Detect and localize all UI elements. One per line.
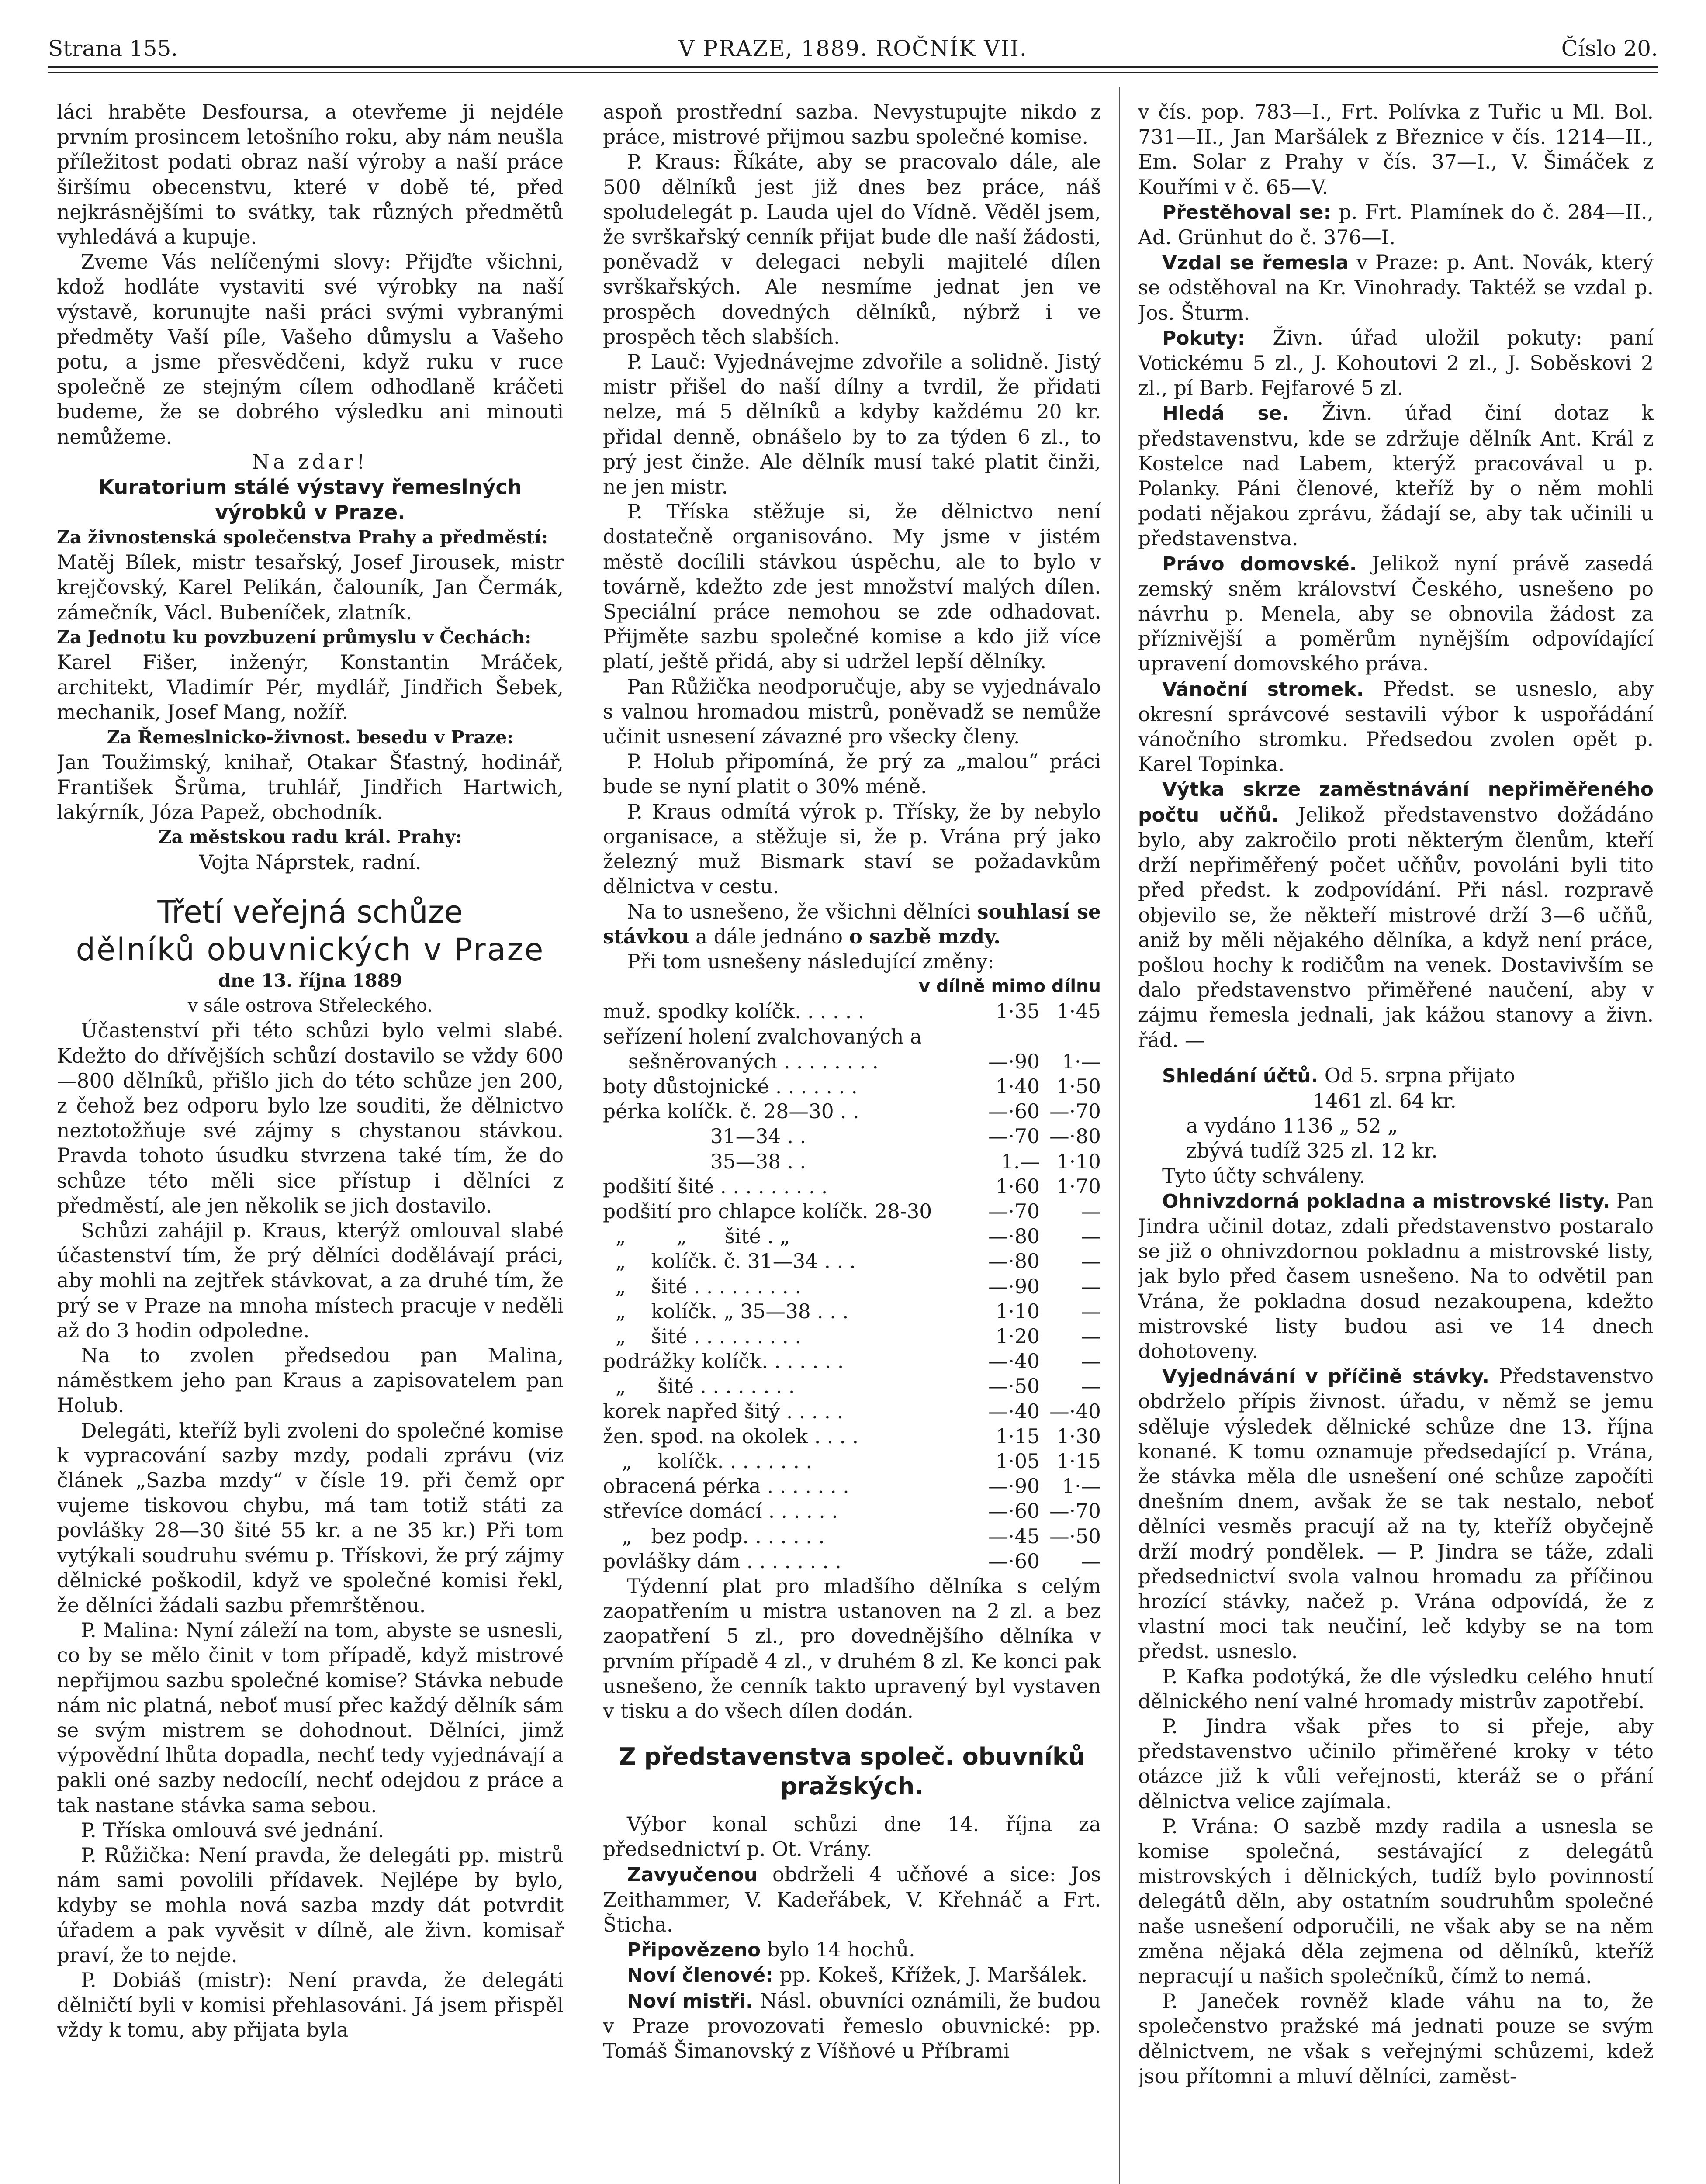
value-outside-shop: — (1081, 1299, 1101, 1323)
value-outside-shop: 1·50 (1056, 1075, 1101, 1098)
signatory-list: Matěj Bílek, mistr tesařský, Josef Jirousek, mistr krejčovský, Karel Pelikán, čalouník, Jan Čermák, zámečník, Václ. Bubeníček, zlatník. (57, 551, 564, 624)
value-outside-shop: —·70 (1049, 1100, 1101, 1123)
paragraph: Účastenství při této schůzi bylo velmi slabé. Kdežto do dřívějších schůzí dostavilo se vždy 600—800 dělníků, přišlo jich do této schůze jen 200, z čehož bez odporu bylo lze souditi, že dělnictvo neztotožňuje své zájmy s chystanou stávkou. Pravda tohoto úsudku stvrzena také tím, že do schůze této měli sice přístup i dělníci z předměstí, ale jen několik se jich dostavilo. (57, 1019, 564, 1217)
paragraph (1138, 777, 1654, 1052)
text: Od 5. srpna přijato (1318, 1064, 1516, 1087)
emphasis: o sazbě mzdy. (849, 924, 1001, 948)
row-label: pérka kolíčk. č. 28—30 . . (603, 1100, 859, 1123)
row-label: střevíce domácí . . . . . . (603, 1500, 838, 1523)
paragraph (1138, 200, 1654, 250)
table-row (603, 1349, 1101, 1374)
paragraph: P. Růžička: Není pravda, že delegáti pp. mistrů nám sami povolili přídavek. Nejlépe by bylo, kdyby se mohla nová sazba mzdy dát potvrdit úřadem a pak vyvěsit v dílně, ale živn. komisař praví, že to nejde. (57, 1844, 564, 1967)
header-rule (48, 66, 1658, 73)
text: Jelikož nyní právě zasedá zemský sněm království Českého, usnešeno po návrhu p. Menela, aby se obnovila žádost za příznivější a poměrům nynějším odpovídající upravení domovského práva. (1138, 552, 1654, 676)
paragraph: P. Janeček rovněž klade váhu na to, že společenstvo pražské má jednati pouze se svým dělnictvem, ne však s veřejnými schůzemi, kdež jsou přítomni a mluví dělníci, zaměst- (1138, 1990, 1654, 2088)
value-outside-shop: — (1081, 1225, 1101, 1248)
value-in-shop: —·80 (988, 1250, 1040, 1273)
paragraph: P. Malina: Nyní záleží na tom, abyste se usnesli, co by se mělo činit v tom případě, když mistrové nepřijmou sazbu společné komise? Stávka nebude nám nic platná, neboť musí přec každý dělník sám se svým mistrem se dohodnout. Dělníci, jimž výpovědní lhůta dopadla, nechť tedy vyjednávají a pakli oné sazby nedocílí, nechť odejdou z práce a tak nastane stávka sama sebou. (57, 1619, 564, 1817)
row-label: „ šité . . . . . . . . . (603, 1324, 801, 1348)
table-row (603, 1449, 1101, 1474)
value-in-shop: —·60 (988, 1549, 1040, 1573)
text: v Praze: p. Ant. Novák, který se odstěhoval na Kr. Vinohrady. Taktéž se vzdal p. Jos. Šturm. (1138, 251, 1654, 325)
paragraph: v čís. pop. 783—I., Frt. Polívka z Tuřic u Ml. Bol. 731—II., Jan Maršálek z Březnice v čís. 1214—II., Em. Solar z Prahy v čís. 37—I., V. Šimáček z Kouřími v č. 65—V. (1138, 100, 1654, 199)
value-outside-shop: —·40 (1049, 1400, 1101, 1423)
table-row (603, 1149, 1101, 1174)
table-header: v dílně mimo dílnu (918, 976, 1101, 997)
value-outside-shop: —·50 (1049, 1524, 1101, 1548)
paragraph: Při tom usnešeny následující změny: (627, 950, 994, 973)
article-venue: v sále ostrova Střeleckého. (187, 995, 433, 1016)
value-outside-shop: 1·30 (1056, 1424, 1101, 1448)
row-label: žen. spod. na okolek . . . . (603, 1424, 859, 1448)
lead-in: Zavyučenou (627, 1863, 758, 1886)
paragraph: P. Kraus odmítá výrok p. Třísky, že by nebylo organisace, a stěžuje si, že p. Vrána prý jako železný muž Bismark staví se požadavkům dělnictva v cestu. (603, 800, 1101, 898)
value-outside-shop: 1·45 (1056, 1000, 1101, 1023)
lead-in: Ohnivzdorná pokladna a mistrovské listy. (1162, 1190, 1610, 1213)
wage-table (603, 999, 1101, 1574)
lead-in: Výtka skrze zaměstnávání nepřiměřeného počtu učňů. (1138, 778, 1654, 826)
row-label: podrážky kolíčk. . . . . . . (603, 1350, 844, 1373)
lead-in: Noví mistři. (627, 1990, 753, 2012)
value-outside-shop: — (1081, 1275, 1101, 1298)
value-outside-shop: 1·10 (1056, 1150, 1101, 1173)
value-in-shop: 1·35 (995, 1000, 1040, 1023)
column-3 (1138, 100, 1654, 2184)
value-outside-shop: — (1081, 1350, 1101, 1373)
table-row (603, 1074, 1101, 1099)
column-divider (1119, 87, 1120, 2184)
row-label: muž. spodky kolíčk. . . . . . (603, 1000, 865, 1023)
paragraph (1138, 677, 1654, 777)
value-in-shop: 1·05 (995, 1449, 1040, 1473)
paragraph: Týdenní plat pro mladšího dělníka s celým zaopatřením u mistra ustanoven na 2 zl. a bez zaopatření 5 zl., pro dovednějšího dělníka v prvním případě 4 zl., v druhém 8 zl. Ke konci pak usnešeno, že cenník takto upravený byl vystaven v tisku a do všech dílen dodán. (603, 1574, 1101, 1723)
text: Pan Jindra učinil dotaz, zdali představenstvo postaralo se již o ohnivzdornou pokladnu a mistrovské listy, jak bylo před časem usnešeno. Na to odvětil pan Vrána, že pokladna dosud nezakoupena, kdežto mistrovské listy budou asi ve 14 dnech dohotoveny. (1138, 1189, 1654, 1363)
row-label: „ šité . . . . . . . . (603, 1375, 795, 1398)
value-in-shop: —·90 (988, 1050, 1040, 1073)
value-in-shop: 1·40 (995, 1075, 1040, 1098)
paragraph (1138, 1063, 1654, 1089)
paragraph (603, 1963, 1101, 1988)
paragraph (1138, 401, 1654, 551)
row-label: podšití pro chlapce kolíčk. 28-30 (603, 1199, 932, 1223)
value-in-shop: —·80 (988, 1225, 1040, 1248)
paragraph (1138, 1189, 1654, 1364)
signatory-list: Karel Fišer, inženýr, Konstantin Mráček, architekt, Vladimír Pér, mydlář, Jindřich Šebek, mechanik, Josef Mang, nožíř. (57, 651, 564, 724)
text: a dále jednáno (689, 925, 849, 948)
value-in-shop: 1.— (1001, 1150, 1040, 1173)
column-2 (603, 100, 1101, 2184)
value-outside-shop: — (1081, 1375, 1101, 1398)
table-row (603, 1399, 1101, 1424)
paragraph: Schůzi zahájil p. Kraus, kterýž omlouval slabé účastenství tím, že prý dělníci dodělávají práci, aby mohli na zejtřek stávkovat, a za druhé tím, že prý se v Praze na mnoha místech pracuje v neděli až do 3 hodin odpoledne. (57, 1219, 564, 1342)
account-line: a vydáno 1136 „ 52 „ (1186, 1114, 1398, 1138)
value-outside-shop: 1·— (1062, 1475, 1101, 1498)
text: p. Frt. Plamínek do č. 284—II., Ad. Grünhut do č. 376—I. (1138, 200, 1654, 249)
table-row (603, 1524, 1101, 1549)
signatory-group-heading: Za Řemeslnicko-živnost. besedu v Praze: (107, 726, 514, 748)
row-label: „ bez podp. . . . . . . (603, 1524, 825, 1548)
row-label: sešněrovaných . . . . . . . . (603, 1050, 879, 1073)
text: Na to usnešeno, že všichni dělníci (627, 900, 978, 923)
value-in-shop: —·70 (988, 1125, 1040, 1148)
lead-in: Hledá se. (1162, 402, 1290, 425)
paragraph: P. Vrána: O sazbě mzdy radila a usnesla se komise společná, sestávající z delegátů mistrovských i dělnických, tudíž bylo povinností delegátů děln, aby ostatním soudruhům společné naše usnešení odporučili, ne však aby se na něm změna nějaká děla zejmena od dělníků, kteříž nepracují u našich společníků, čímž to nemá. (1138, 1814, 1654, 1988)
table-row (603, 999, 1101, 1024)
value-outside-shop (1040, 1024, 1101, 1049)
lead-in: Vyjednávání v příčině stávky. (1162, 1365, 1490, 1388)
lead-in: Připovězeno (627, 1939, 761, 1962)
row-label: „ kolíčk. „ 35—38 . . . (603, 1299, 849, 1323)
row-label: korek napřed šitý . . . . . (603, 1400, 844, 1423)
table-row (603, 1274, 1101, 1299)
signatory-group-heading: Za Jednotu ku povzbuzení průmyslu v Čechách: (57, 626, 532, 648)
paragraph (603, 899, 1101, 949)
table-row (603, 1249, 1101, 1274)
table-row (603, 1099, 1101, 1124)
lead-in: Přestěhoval se: (1162, 201, 1332, 224)
value-in-shop: 1·10 (995, 1299, 1040, 1323)
text: Násl. obuvníci oznámili, že budou v Praze provozovati řemeslo obuvnické: pp. Tomáš Šimanovský z Víšňové u Příbrami (603, 1989, 1101, 2063)
paragraph: Tyto účty schváleny. (1162, 1164, 1366, 1188)
column-1 (57, 100, 564, 2184)
paragraph (1138, 325, 1654, 401)
value-in-shop: —·50 (988, 1375, 1040, 1398)
paragraph: P. Jindra však přes to si přeje, aby představenstvo učinilo přiměřené kroky v této otázce již k vůli veřejnosti, kteráž se o přání dělnictva velice zajímala. (1138, 1715, 1654, 1813)
table-row (603, 1049, 1101, 1074)
table-row (603, 1324, 1101, 1349)
row-label: boty důstojnické . . . . . . . (603, 1075, 858, 1098)
paragraph: P. Lauč: Vyjednávejme zdvořile a solidně. Jistý mistr přišel do naší dílny a tvrdil, že přidati nelze, má 5 dělníků a kdyby každému 20 kr. přidal denně, obnášelo by to za týden 6 zl., to prý jest činže. Ale dělník musí také platit činži, ne jen mistr. (603, 350, 1101, 499)
paragraph: P. Kafka podotýká, že dle výsledku celého hnutí dělnického není valné hromady mistrův zapotřebí. (1138, 1665, 1654, 1713)
row-label: podšití šité . . . . . . . . . (603, 1175, 828, 1198)
row-label: 31—34 . . (603, 1125, 806, 1148)
value-outside-shop: — (1081, 1549, 1101, 1573)
lead-in: Vzdal se řemesla (1162, 252, 1349, 274)
paragraph: Delegáti, kteříž byli zvoleni do společné komise k vypracování sazby mzdy, podali zprávu (viz článek „Sazba mzdy“ v čísle 19. při čemž opr vujeme tiskovou chybu, má tam totiž státi za povlášky 28—30 šité 55 kr. a ne 35 kr.) Při tom vytýkali soudruhu svému p. Třískovi, že prý zájmy dělnické poškodil, když ve společné komisi řekl, že dělníci žádali sazbu přemrštěnou. (57, 1419, 564, 1617)
paragraph: aspoň prostřední sazba. Nevystupujte nikdo z práce, mistrové přijmou sazbu společné komise. (603, 100, 1101, 149)
lead-in: Noví členové: (627, 1964, 773, 1987)
text: Živn. úřad uložil pokuty: paní Votickému 5 zl., J. Kohoutovi 2 zl., J. Soběskovi 2 zl., pí Barb. Fejfarové 5 zl. (1138, 326, 1654, 400)
text: Jelikož představenstvo dožádáno bylo, aby zakročilo proti některým členům, kteří drží nepřiměřený počet učňův, povoláni byli tito před předst. k zodpovídání. Při násl. rozpravě objevilo se, že někteří mistrové drží 3—6 učňů, aniž by měli nějakého dělníka, a když není práce, pošlou hochy k rodičům na venek. Dostavivším se dalo představenstvo přiměřené naučení, aby v zájmu řemesla jednali, jak kážou stanovy a živn. řád. — (1138, 803, 1654, 1052)
paragraph: láci hraběte Desfoursa, a otevřeme ji nejdéle prvním prosincem letošního roku, aby nám neušla příležitost podati obraz naší výroby a naší práce širšímu obecenstvu, které v době té, před nejkrásnějšími to svátky, tak různých předmětů vyhledává a kupuje. (57, 100, 564, 249)
value-in-shop (979, 1024, 1040, 1049)
paragraph: P. Kraus: Říkáte, aby se pracovalo dále, ale 500 dělníků jest již dnes bez práce, náš spoludelegát p. Lauda ujel do Vídně. Věděl jsem, že svrškařský cenník přijat bude dle naší žádosti, poněvadž v delegaci nebyli majitelé dílen svrškařských. Ale nesmíme jednat jen ve prospěch dovedných dělníků, nýbrž i ve prospěch těch slabších. (603, 150, 1101, 349)
value-in-shop: —·60 (988, 1500, 1040, 1523)
row-label: „ kolíčk. č. 31—34 . . . (603, 1250, 856, 1273)
row-label: „ šité . . . . . . . . . (603, 1275, 801, 1298)
table-row (603, 1224, 1101, 1249)
page-number: Strana 155. (48, 36, 178, 61)
table-row (603, 1174, 1101, 1199)
publication-line: V PRAZE, 1889. ROČNÍK VII. (678, 36, 1028, 61)
value-in-shop: 1·20 (995, 1324, 1040, 1348)
paragraph (1138, 551, 1654, 677)
value-outside-shop: 1·— (1062, 1050, 1101, 1073)
paragraph: P. Dobiáš (mistr): Není pravda, že delegáti dělničtí byli v komisi přehlasováni. Já jsem přispěl vždy k tomu, aby přijata byla (57, 1969, 564, 2042)
text: Živn. úřad činí dotaz k představenstvu, kde se zdržuje dělník Ant. Král z Kostelce nad Labem, kterýž pracovával u p. Polanky. Páni členové, kteříž by o něm mohli podati nějakou zprávu, žádají se, aby tak učinili u představenstva. (1138, 401, 1654, 550)
value-outside-shop: 1·70 (1056, 1175, 1101, 1198)
table-row (603, 1474, 1101, 1499)
table-row (603, 1024, 1101, 1049)
paragraph: Zveme Vás nelíčenými slovy: Přijďte všichni, kdož hodláte vystaviti své výrobky na naší výstavě, korunujte naši práci svými vybranými předměty Vaší píle, Vašeho důmyslu a Vašeho potu, a jsme přesvědčeni, když ruku v ruce společně ze stejným cílem odhodlaně kráčeti budeme, že se dobrého výsledku ani minouti nemůžeme. (57, 250, 564, 449)
table-row (603, 1424, 1101, 1449)
text: obdrželi 4 učňové a sice: Jos Zeithammer, V. Kadeřábek, V. Křehnáč a Frt. Šticha. (603, 1863, 1101, 1937)
paragraph: Pan Růžička neodporučuje, aby se vyjednávalo s valnou hromadou mistrů, poněvadž se nemůže učinit usnesení závazné pro všecky členy. (603, 675, 1101, 749)
row-label: 35—38 . . (603, 1150, 806, 1173)
table-row (603, 1124, 1101, 1149)
lead-in: Vánoční stromek. (1162, 678, 1364, 701)
paragraph (1138, 250, 1654, 325)
paragraph (1138, 1364, 1654, 1664)
issue-number: Číslo 20. (1561, 36, 1658, 61)
paragraph: Výbor konal schůzi dne 14. října za předsednictví p. Ot. Vrány. (603, 1813, 1101, 1861)
value-in-shop: —·70 (988, 1199, 1040, 1223)
signatory-list: Jan Toužimský, knihař, Otakar Šťastný, hodinář, František Šrůma, truhlář, Jindřich Hartwich, lakýrník, Józa Papež, obchodník. (57, 750, 564, 824)
row-label: „ „ šité . „ (603, 1225, 790, 1248)
signatory-title: Kuratorium stálé výstavy řemeslných výrobků v Praze. (98, 475, 522, 525)
emphasis: souhlasí se stávkou (603, 899, 1101, 948)
paragraph: P. Holub připomíná, že prý za „malou“ práci bude se nyní platit o 30% méně. (603, 750, 1101, 798)
value-in-shop: —·45 (988, 1524, 1040, 1548)
paragraph (603, 1862, 1101, 1938)
value-outside-shop: — (1081, 1324, 1101, 1348)
value-in-shop: 1·15 (995, 1424, 1040, 1448)
signatory-group-heading: Za městskou radu král. Prahy: (158, 826, 462, 848)
paragraph: P. Tříska stěžuje si, že dělnictvo není dostatečně organisováno. My jsme v jistém městě docílili stávkou úspěchu, ale to bylo v továrně, kdežto zde jest množství malých dílen. Speciální práce nemohou se zde odhadovat. Přijměte sazbu společné komise a kdo již více platí, ještě přidá, aby si udržel lepší dělníky. (603, 500, 1101, 674)
article-subtitle: dělníků obuvnických v Praze (76, 931, 545, 968)
lead-in: Právo domovské. (1162, 553, 1357, 575)
table-row (603, 1299, 1101, 1324)
text: pp. Kokeš, Křížek, J. Maršálek. (773, 1963, 1088, 1987)
signatory-group-heading: Za živnostenská společenstva Prahy a předměstí: (57, 527, 548, 548)
paragraph (603, 1937, 1101, 1963)
text: Představenstvo obdrželo přípis živnost. úřadu, v němž se jemu sděluje výsledek dělnické schůze dne 13. října konané. K tomu oznamuje předsedající p. Vrána, že stávka měla dle usnešení oné schůze započíti dnešním dnem, avšak že se tak nestalo, neboť dělníci vesměs pracují až na ty, kteříž obyčejně drží modrý pondělek. — P. Jindra se táže, zdali předsednictví svola valnou hromadu za příčinou hrozící stávky, načež p. Vrána odpovídá, že z vlastní moci tak neučiní, leč kdyby se na tom předst. usneslo. (1138, 1365, 1654, 1663)
lead-in: Pokuty: (1162, 327, 1246, 349)
table-row (603, 1549, 1101, 1574)
paragraph (603, 1988, 1101, 2064)
value-outside-shop: —·80 (1049, 1125, 1101, 1148)
row-label: obracená pérka . . . . . . . (603, 1475, 849, 1498)
value-in-shop: 1·60 (995, 1175, 1040, 1198)
table-row (603, 1374, 1101, 1399)
account-line: zbývá tudíž 325 zl. 12 kr. (1186, 1139, 1438, 1163)
lead-in: Shledání účtů. (1162, 1064, 1318, 1087)
section-heading: Z představenstva společ. obuvníků pražských. (619, 1743, 1085, 1800)
table-row (603, 1199, 1101, 1224)
paragraph: P. Tříska omlouvá své jednání. (81, 1818, 384, 1842)
article-date: dne 13. října 1889 (218, 970, 402, 991)
signatory-list: Vojta Náprstek, radní. (199, 850, 422, 874)
value-outside-shop: — (1081, 1250, 1101, 1273)
value-in-shop: —·40 (988, 1400, 1040, 1423)
value-in-shop: —·90 (988, 1475, 1040, 1498)
text: Předst. se usneslo, aby okresní správcové sestavili výbor k uspořádání vánočního stromku. Předsedou zvolen opět p. Karel Topinka. (1138, 677, 1654, 776)
value-outside-shop: — (1081, 1199, 1101, 1223)
value-in-shop: —·60 (988, 1100, 1040, 1123)
row-label: „ kolíčk. . . . . . . . (603, 1449, 812, 1473)
paragraph: Na to zvolen předsedou pan Malina, náměstkem jeho pan Kraus a zapisovatelem pan Holub. (57, 1344, 564, 1417)
article-title: Třetí veřejná schůze (157, 894, 463, 930)
closing-salute: Na zdar! (252, 450, 368, 473)
account-line: 1461 zl. 64 kr. (1313, 1089, 1457, 1113)
value-in-shop: —·90 (988, 1275, 1040, 1298)
value-outside-shop: —·70 (1049, 1500, 1101, 1523)
row-label: povlášky dám . . . . . . . . (603, 1549, 841, 1573)
value-outside-shop: 1·15 (1056, 1449, 1101, 1473)
table-row (603, 1499, 1101, 1524)
value-in-shop: —·40 (988, 1350, 1040, 1373)
text: bylo 14 hochů. (761, 1938, 915, 1962)
row-label: seřízení holení zvalchovaných a (603, 1025, 922, 1048)
page-header (48, 36, 1658, 66)
